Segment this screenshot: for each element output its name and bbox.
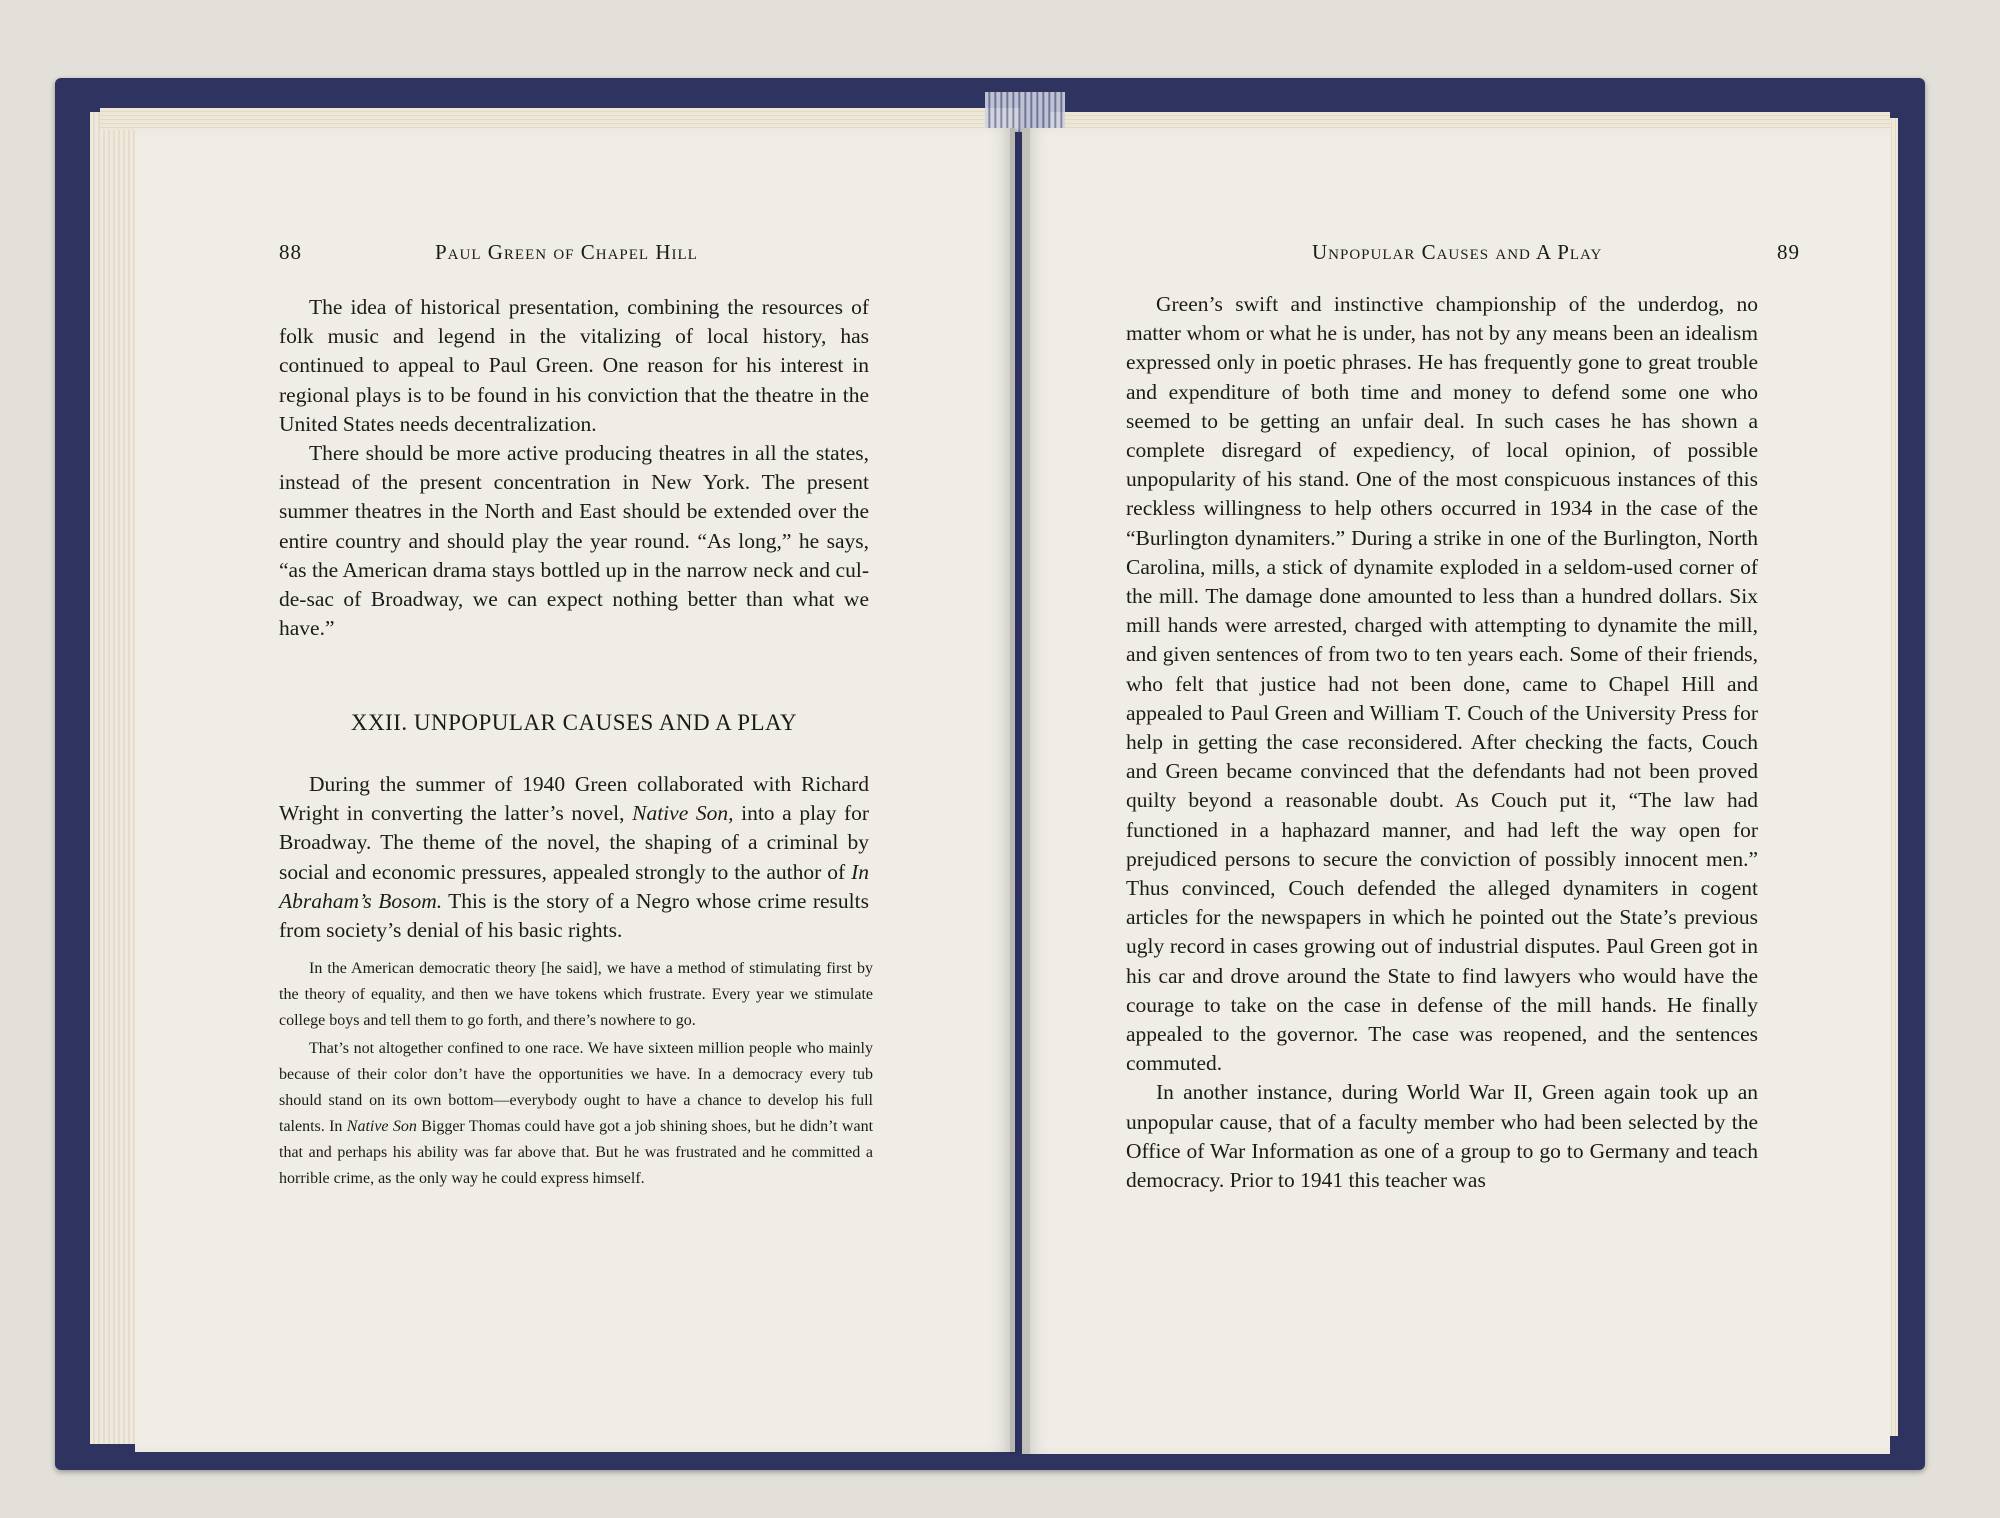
book-gutter <box>1010 128 1030 1454</box>
right-body <box>1126 290 1758 1195</box>
text-run: Bigger Thomas could have got a job shining shoes, but he didn’t want that and perhaps his ability was far above that. But he was frustrated and he committed a horrible crime, as the only way he could express himself. <box>279 1118 874 1187</box>
running-head-left <box>279 240 861 270</box>
running-head-right <box>1292 240 1800 270</box>
page-edges-top-left <box>100 108 1020 130</box>
text-run: This is the story of a Negro whose crime results from society’s denial of his basic rights. <box>279 888 869 943</box>
running-head-title-left: Paul Green of Chapel Hill <box>435 240 698 264</box>
paragraph: The idea of historical presentation, combining the resources of folk music and legend in the vitalizing of local history, has continued to appeal to Paul Green. One reason for his interest in regional plays is to be found in his conviction that the theatre in the United States needs decentralization. <box>279 295 869 436</box>
quote-paragraph <box>279 1036 873 1192</box>
book-title-italic: Native Son <box>346 1118 417 1135</box>
text-run: into a play for Broadway. The theme of the novel, the shaping of a criminal by social and economic pressures, appealed strongly to the author of <box>279 801 870 884</box>
page-number-left: 88 <box>279 240 302 264</box>
book-title-italic: Native Son, <box>632 801 734 826</box>
chapter-heading: XXII. UNPOPULAR CAUSES AND A PLAY <box>350 710 798 735</box>
right-page <box>1022 128 1890 1454</box>
paragraph: In another instance, during World War II, Green again took up an unpopular cause, that of a faculty member who had been selected by the Office of War Information as one of a group to go to Germany and teach democracy. Prior to 1941 this teacher was <box>1126 1080 1758 1193</box>
page-number-right: 89 <box>1777 240 1800 264</box>
text-run: During the summer of 1940 Green collaborated with Richard Wright in converting the latter’s novel, <box>279 772 869 826</box>
paragraph: There should be more active producing theatres in all the states, instead of the present concentration in New York. The present summer theatres in the North and East should be extended over the entire country and should play the year round. “As long,” he says, “as the American drama stays bottled up in the narrow neck and cul-de-sac of Broadway, we can expect nothing better than what we have.” <box>279 441 869 641</box>
left-page <box>135 128 1015 1452</box>
quote-paragraph: In the American democratic theory [he said], we have a method of stimulating first by the theory of equality, and then we have tokens which frustrate. Every year we stimulate college boys and tell them to go forth, and there’s nowhere to go. <box>279 960 873 1029</box>
left-body-upper <box>279 293 869 643</box>
block-quote <box>279 956 873 1194</box>
book-title-italic: In Abraham’s Bosom. <box>279 859 869 913</box>
paragraph: Green’s swift and instinctive championship of the underdog, no matter whom or what he is under, has not by any means been an idealism expressed only in poetic phrases. He has frequently gone to great trouble and expenditure of both time and money to defend some one who seemed to be getting an unfair deal. In such cases he has shown a complete disregard of expediency, of local opinion, of possible unpopularity of his stand. One of the most conspicuous instances of this reckless willingness to help others occurred in 1934 in the case of the “Burlington dynamiters.” During a strike in one of the Burlington, North Carolina, mills, a stick of dynamite exploded in a seldom-used corner of the mill. The damage done amounted to less than a hundred dollars. Six mill hands were arrested, charged with attempting to dynamite the mill, and given sentences of from two to ten years each. Some of their friends, who felt that justice had not been done, came to Chapel Hill and appealed to Paul Green and William T. Couch of the University Press for help in getting the case reconsidered. After checking the facts, Couch and Green became convinced that the defendants had not been proved quilty beyond a reasonable doubt. As Couch put it, “The law had functioned in a haphazard manner, and had left the way open for prejudiced persons to secure the conviction of possibly innocent men.” Thus convinced, Couch defended the alleged dynamiters in cogent articles for the newspapers in which he pointed out the State’s previous ugly record in cases growing out of industrial disputes. Paul Green got in his car and drove around the State to find lawyers who would have the courage to take on the case in defense of the mill hands. He finally appealed to the governor. The case was reopened, and the sentences commuted. <box>1126 292 1758 1076</box>
text-run: That’s not altogether confined to one race. We have sixteen million people who mainly because of their color don’t have the opportunities we have. In a democracy every tub should stand on its own bottom—everybody ought to have a chance to develop his full talents. In <box>279 1040 873 1135</box>
spine-headband <box>985 92 1065 132</box>
left-body-lower <box>279 770 869 945</box>
running-head-title-right: Unpopular Causes and A Play <box>1312 240 1603 264</box>
paragraph <box>279 770 869 945</box>
